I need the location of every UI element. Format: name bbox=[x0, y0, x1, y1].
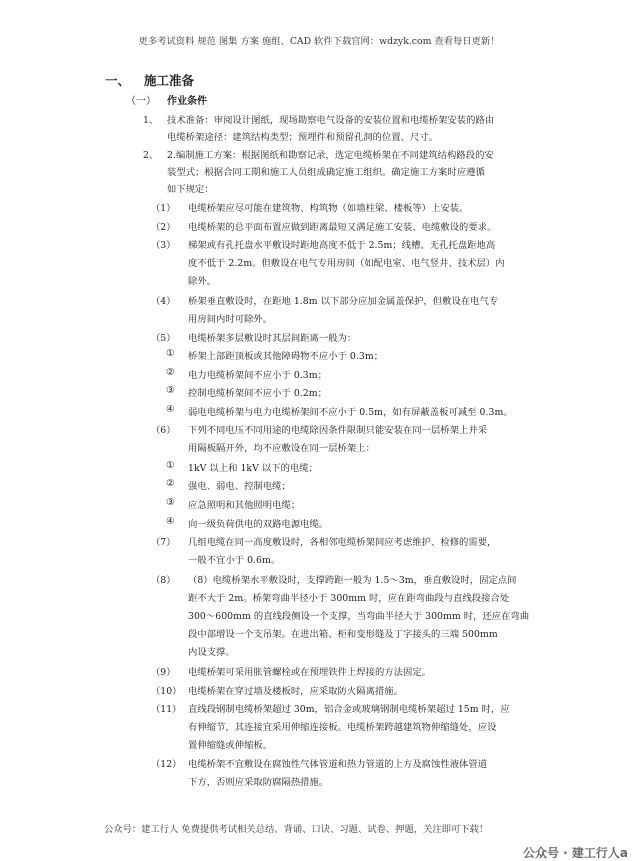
item-number: ④ bbox=[166, 516, 175, 527]
item-line: 有伸缩节，其连接宜采用伸缩连接板。电缆桥架跨越建筑物伸缩缝处，应设 bbox=[188, 722, 497, 733]
item-line: 电缆桥架在穿过墙及楼板时，应采取防火隔离措施。 bbox=[188, 686, 403, 697]
section-title: 施工准备 bbox=[144, 73, 195, 88]
item-line: 除外。 bbox=[188, 276, 217, 287]
item-number: （2） bbox=[151, 222, 176, 233]
item-line: 桥架上部距顶板或其他障碍物不应小于 0.3m； bbox=[188, 351, 384, 362]
item-line: 电缆桥架不宜敷设在腐蚀性气体管道和热力管道的上方及腐蚀性液体管道 bbox=[188, 759, 488, 770]
item-line: 电缆桥架的总平面布置应做到距离最短又满足施工安装、电缆敷设的要求。 bbox=[188, 222, 497, 233]
item-number: ④ bbox=[166, 404, 175, 415]
item-number: （6） bbox=[151, 425, 176, 436]
item-number: ① bbox=[166, 460, 175, 471]
item-number: ② bbox=[166, 478, 175, 489]
item-line: 用隔板隔开外，均不应敷设在同一层桥架上： bbox=[188, 443, 375, 454]
item-number: ② bbox=[166, 367, 175, 378]
item-number: （4） bbox=[151, 296, 176, 307]
item-line: 技术准备：审阅设计图纸，现场勘察电气设备的安装位置和电缆桥架安装的路由 bbox=[167, 115, 495, 126]
item-number: ③ bbox=[166, 497, 175, 508]
item-line: 一般不宜小于 0.6m。 bbox=[188, 555, 281, 566]
item-line: 向一级负荷供电的双路电源电缆。 bbox=[188, 519, 329, 530]
item-line: 几组电缆在同一高度敷设时，各相邻电缆桥架间应考虑维护、检修的需要， bbox=[188, 537, 497, 548]
item-line: 如下规定： bbox=[167, 184, 214, 195]
item-number: 1、 bbox=[143, 115, 159, 126]
item-number: （5） bbox=[151, 333, 176, 344]
item-line: 置伸缩缝或伸缩板。 bbox=[188, 740, 273, 751]
item-line: 度不低于 2.2m。但敷设在电气专用房间（如配电室、电气竖井、技术层）内 bbox=[188, 258, 505, 269]
item-number: ① bbox=[166, 348, 175, 359]
item-number: （12） bbox=[151, 759, 182, 770]
item-line: 下列不同电压不同用途的电缆除因条件限制只能安装在同一层桥架上并采 bbox=[188, 425, 488, 436]
item-number: 2、 bbox=[143, 150, 159, 161]
item-line: （8）电缆桥架水平敷设时，支撑跨距一般为 1.5～3m，垂直敷设时，固定点间 bbox=[188, 575, 517, 586]
footer-note: 公众号：建工行人 免费提供考试相关总结、背诵、口诀、习题、试卷、押题，关注即可下载！ bbox=[104, 824, 489, 835]
item-number: （10） bbox=[151, 686, 182, 697]
watermark-text: 公众号 · 建工行人a bbox=[522, 846, 628, 860]
item-number: ③ bbox=[166, 385, 175, 396]
item-line: 弱电电缆桥架与电力电缆桥架间不应小于 0.5m，如有屏蔽盖板可减至 0.3m。 bbox=[188, 407, 513, 418]
item-line: 直线段钢制电缆桥架超过 30m，铝合金或玻璃钢制电缆桥架超过 15m 时，应 bbox=[188, 704, 510, 715]
item-line: 电力电缆桥架间不应小于 0.3m； bbox=[188, 370, 327, 381]
item-line: 内设支撑。 bbox=[188, 647, 235, 658]
item-line: 电缆桥架应尽可能在建筑物、构筑物（如墙柱梁、楼板等）上安装。 bbox=[188, 203, 469, 214]
header-note: 更多考试资料 规范 图集 方案 施组、CAD 软件下载官网：wdzyk.com 查看每日更新！ bbox=[138, 36, 500, 47]
item-line: 装型式；根据合同工期和施工人员组成确定施工组织。确定施工方案时应遵循 bbox=[167, 167, 485, 178]
item-line: 梯架或有孔托盘水平敷设时距地高度不低于 2.5m；线槽、无孔托盘距地高 bbox=[188, 240, 496, 251]
item-line: 段中部增设一个支吊架。在进出箱、柜和变形缝及丁字接头的三端 500mm bbox=[188, 629, 498, 640]
item-line: 控制电缆桥架间不应小于 0.2m； bbox=[188, 388, 327, 399]
item-number: （7） bbox=[151, 537, 176, 548]
item-number: （3） bbox=[151, 240, 176, 251]
section-number: 一、 bbox=[105, 73, 131, 88]
item-number: （9） bbox=[151, 667, 176, 678]
item-line: 1kV 以上和 1kV 以下的电缆； bbox=[188, 463, 318, 474]
item-number: （8） bbox=[151, 575, 176, 586]
item-line: 电缆桥架可采用胀管螺栓或在预埋铁件上焊接的方法固定。 bbox=[188, 667, 432, 678]
item-number: （11） bbox=[151, 704, 182, 715]
item-line: 用房间内时可除外。 bbox=[188, 314, 273, 325]
item-line: 电缆桥架多层敷设时其层间距离一般为： bbox=[188, 333, 357, 344]
item-number: （1） bbox=[151, 203, 176, 214]
item-line: 距不大于 2m。桥架弯曲半径小于 300mm 时，应在距弯曲段与直线段接合处 bbox=[188, 593, 510, 604]
item-line: 2.编制施工方案：根据图纸和勘察记录，选定电缆桥架在不同建筑结构路段的安 bbox=[167, 150, 494, 161]
item-line: 300～600mm 的直线段侧设一个支撑，当弯曲半径大于 300mm 时，还应在弯曲 bbox=[188, 611, 530, 622]
subsection-title: 作业条件 bbox=[167, 96, 207, 107]
item-line: 强电、弱电、控制电缆； bbox=[188, 481, 291, 492]
item-line: 应急照明和其他照明电缆； bbox=[188, 500, 301, 511]
item-line: 电缆桥架途径：建筑结构类型；预埋件和预留孔洞的位置、尺寸。 bbox=[167, 132, 439, 143]
subsection-number: （一） bbox=[126, 96, 156, 107]
item-line: 下方，否则应采取防腐隔热措施。 bbox=[188, 777, 329, 788]
item-line: 桥架垂直敷设时，在距地 1.8m 以下部分应加金属盖保护，但敷设在电气专 bbox=[188, 296, 499, 307]
